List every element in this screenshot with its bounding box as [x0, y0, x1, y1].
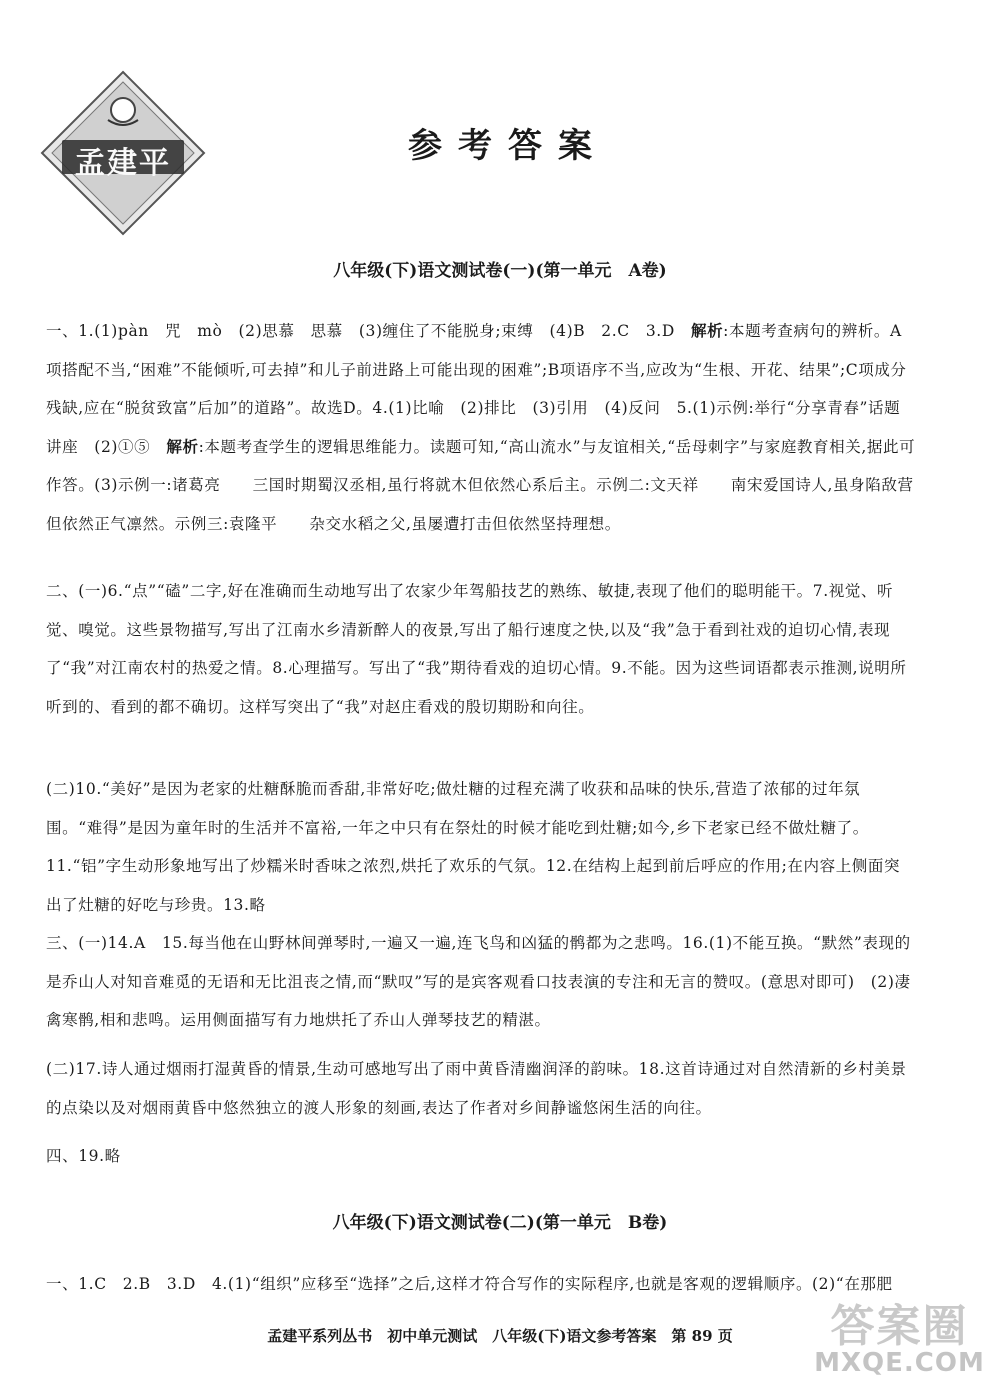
- answer-text: 一、1.(1)pàn 咒 mò (2)思慕 思慕 (3)缠住了不能脱身;束缚 (4)B 2.C 3.D: [46, 322, 691, 340]
- answer-block-part-1: [46, 312, 916, 543]
- section-title-test-1: 八年级(下)语文测试卷(一)(第一单元 A卷): [333, 261, 667, 281]
- watermark: [812, 1290, 987, 1385]
- answer-block-part-4: 四、19.略: [46, 1147, 121, 1165]
- analysis-label: 解析: [166, 436, 199, 456]
- page-title: 参考答案: [408, 126, 608, 166]
- answer-block-part-2b: (二)10.“美好”是因为老家的灶糖酥脆而香甜,非常好吃;做灶糖的过程充满了收获和品味的快乐,营造了浓郁的过年氛围。“难得”是因为童年时的生活并不富裕,一年之中只有在祭灶的时候才能吃到灶糖;如今,乡下老家已经不做灶糖了。11.“铝”字生动形象地写出了炒糯米时香味之浓烈,烘托了欢乐的气氛。12.在结构上起到前后呼应的作用;在内容上侧面突出了灶糖的好吃与珍贵。13.略: [46, 780, 901, 914]
- logo-text: 孟建平: [75, 146, 171, 181]
- answer-text: :本题考查学生的逻辑思维能力。读题可知,“高山流水”与友谊相关,“岳母刺字”与家庭教育相关,据此可作答。(3)示例一:诸葛亮 三国时期蜀汉丞相,虽行将就木但依然心系后主。示例二:文天祥 南宋爱国诗人,虽身陷敌营但依然正气凛然。示例三:袁隆平 杂交水稻之父,虽屡遭打击但依然坚持理想。: [46, 437, 916, 533]
- section-title-test-2: 八年级(下)语文测试卷(二)(第一单元 B卷): [332, 1213, 668, 1233]
- answer-block-part-3b: (二)17.诗人通过烟雨打湿黄昏的情景,生动可感地写出了雨中黄昏清幽润泽的韵味。18.这首诗通过对自然清新的乡村美景的点染以及对烟雨黄昏中悠然独立的渡人形象的刻画,表达了作者对乡间静谧悠闲生活的向往。: [46, 1060, 907, 1117]
- answer-block-test2-part-1: 一、1.C 2.B 3.D 4.(1)“组织”应移至“选择”之后,这样才符合写作的实际程序,也就是客观的逻辑顺序。(2)“在那肥: [46, 1275, 893, 1293]
- watermark-url: MXQE.COM: [814, 1348, 985, 1378]
- watermark-logo-text: 答案圈: [830, 1301, 969, 1352]
- answer-block-part-2: 二、(一)6.“点”“磕”二字,好在准确而生动地写出了农家少年驾船技艺的熟练、敏捷,表现了他们的聪明能干。7.视觉、听觉、嗅觉。这些景物描写,写出了江南水乡清新醉人的夜景,写出了船行速度之快,以及“我”急于看到社戏的迫切心情,表现了“我”对江南农村的热爱之情。8.心理描写。写出了“我”期待看戏的迫切心情。9.不能。因为这些词语都表示推测,说明所听到的、看到的都不确切。这样写突出了“我”对赵庄看戏的殷切期盼和向往。: [46, 582, 907, 716]
- answer-block-part-3: 三、(一)14.A 15.每当他在山野林间弹琴时,一遍又一遍,连飞鸟和凶猛的鹘都为之悲鸣。16.(1)不能互换。“默然”表现的是乔山人对知音难觅的无语和无比沮丧之情,而“默叹”写的是宾客观看口技表演的专注和无言的赞叹。(意思对即可) (2)凄禽寒鹘,相和悲鸣。运用侧面描写有力地烘托了乔山人弹琴技艺的精湛。: [46, 934, 911, 1029]
- page-footer: 孟建平系列丛书 初中单元测试 八年级(下)语文参考答案 第 89 页: [267, 1327, 733, 1345]
- analysis-label: 解析: [690, 321, 724, 340]
- answer-text: :本题考查病句的辨析。A项搭配不当,“困难”不能倾听,可去掉”和儿子前进路上可能出现的困难”;B项语序不当,应改为“生根、开花、结果”;C项成分残缺,应在“脱贫致富”后加”的道路”。故选D。4.(1)比喻 (2)排比 (3)引用 (4)反问 5.(1)示例:举行“分享青春”话题讲座 (2)①⑤: [46, 322, 907, 456]
